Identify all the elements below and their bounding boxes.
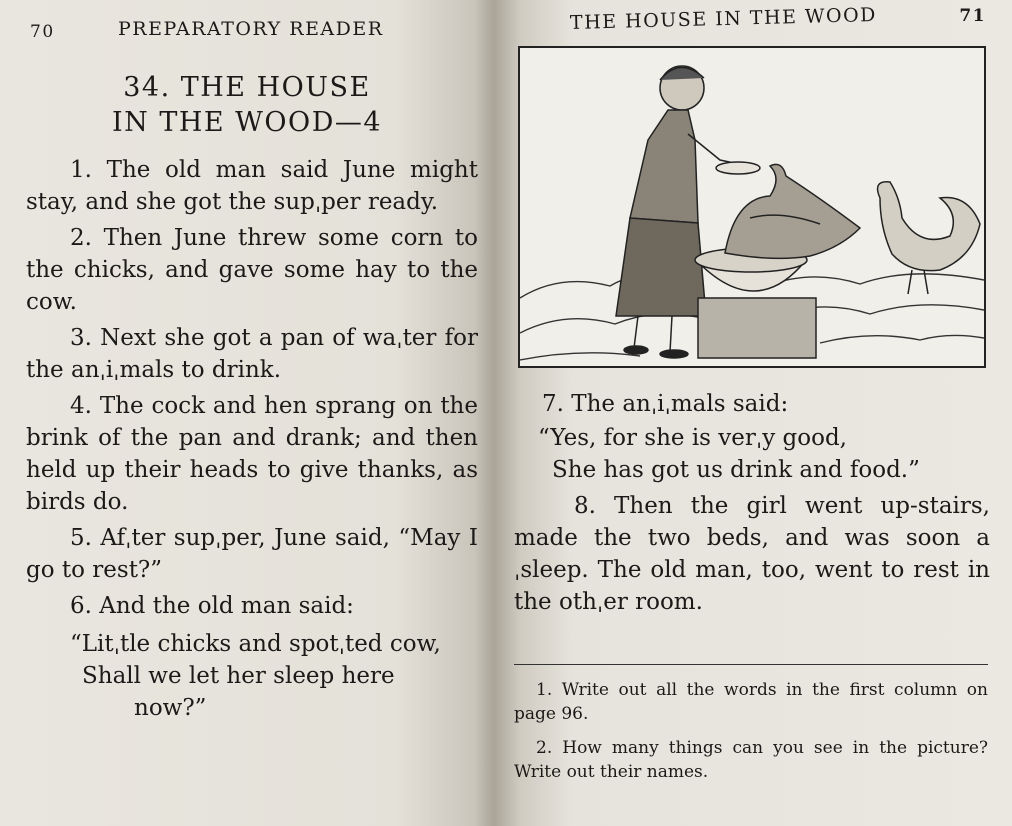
running-head-left: PREPARATORY READER bbox=[118, 18, 384, 40]
poem-line: “Litˌtle chicks and spotˌted cow, bbox=[70, 631, 441, 657]
left-poem bbox=[70, 628, 478, 724]
running-head-right: THE HOUSE IN THE WOOD bbox=[569, 3, 878, 34]
right-body-text bbox=[514, 388, 990, 618]
illustration-girl-feeding-chickens bbox=[518, 46, 986, 368]
paragraph-8: 8. Then the girl went up-stairs, made the two beds, and was soon aˌsleep. The old man, too, went to rest in the othˌer room. bbox=[514, 493, 990, 615]
illustration-drawing bbox=[520, 48, 984, 366]
left-body-text bbox=[26, 154, 478, 724]
chapter-title-line-1: 34. THE HOUSE bbox=[123, 72, 371, 103]
footnote-rule bbox=[514, 664, 988, 665]
exercise-note-2: 2. How many things can you see in the picture? Write out their names. bbox=[514, 738, 988, 782]
paragraph-6: 6. And the old man said: bbox=[70, 593, 354, 619]
paragraph-3: 3. Next she got a pan of waˌter for the anˌiˌmals to drink. bbox=[26, 325, 478, 383]
right-poem bbox=[514, 422, 990, 486]
left-page bbox=[0, 0, 494, 826]
page-number-right: 71 bbox=[959, 6, 986, 26]
poem-line: “Yes, for she is verˌy good, bbox=[538, 425, 847, 451]
exercise-notes bbox=[514, 678, 988, 794]
poem-line: Shall we let her sleep here bbox=[82, 663, 395, 689]
paragraph-5: 5. Afˌter supˌper, June said, “May I go to rest?” bbox=[26, 525, 478, 583]
poem-line: She has got us drink and food.” bbox=[552, 457, 920, 483]
page-number-left: 70 bbox=[30, 22, 55, 42]
paragraph-4: 4. The cock and hen sprang on the brink of the pan and drank; and then held up their heads to give thanks, as birds do. bbox=[26, 393, 478, 515]
poem-line: now?” bbox=[134, 695, 207, 721]
chapter-title bbox=[0, 70, 494, 140]
paragraph-7: 7. The anˌiˌmals said: bbox=[542, 391, 789, 417]
paragraph-1: 1. The old man said June might stay, and she got the supˌper ready. bbox=[26, 157, 478, 215]
paragraph-2: 2. Then June threw some corn to the chicks, and gave some hay to the cow. bbox=[26, 225, 478, 315]
exercise-note-1: 1. Write out all the words in the first column on page 96. bbox=[514, 680, 988, 724]
chapter-title-line-2: IN THE WOOD—4 bbox=[111, 107, 383, 138]
